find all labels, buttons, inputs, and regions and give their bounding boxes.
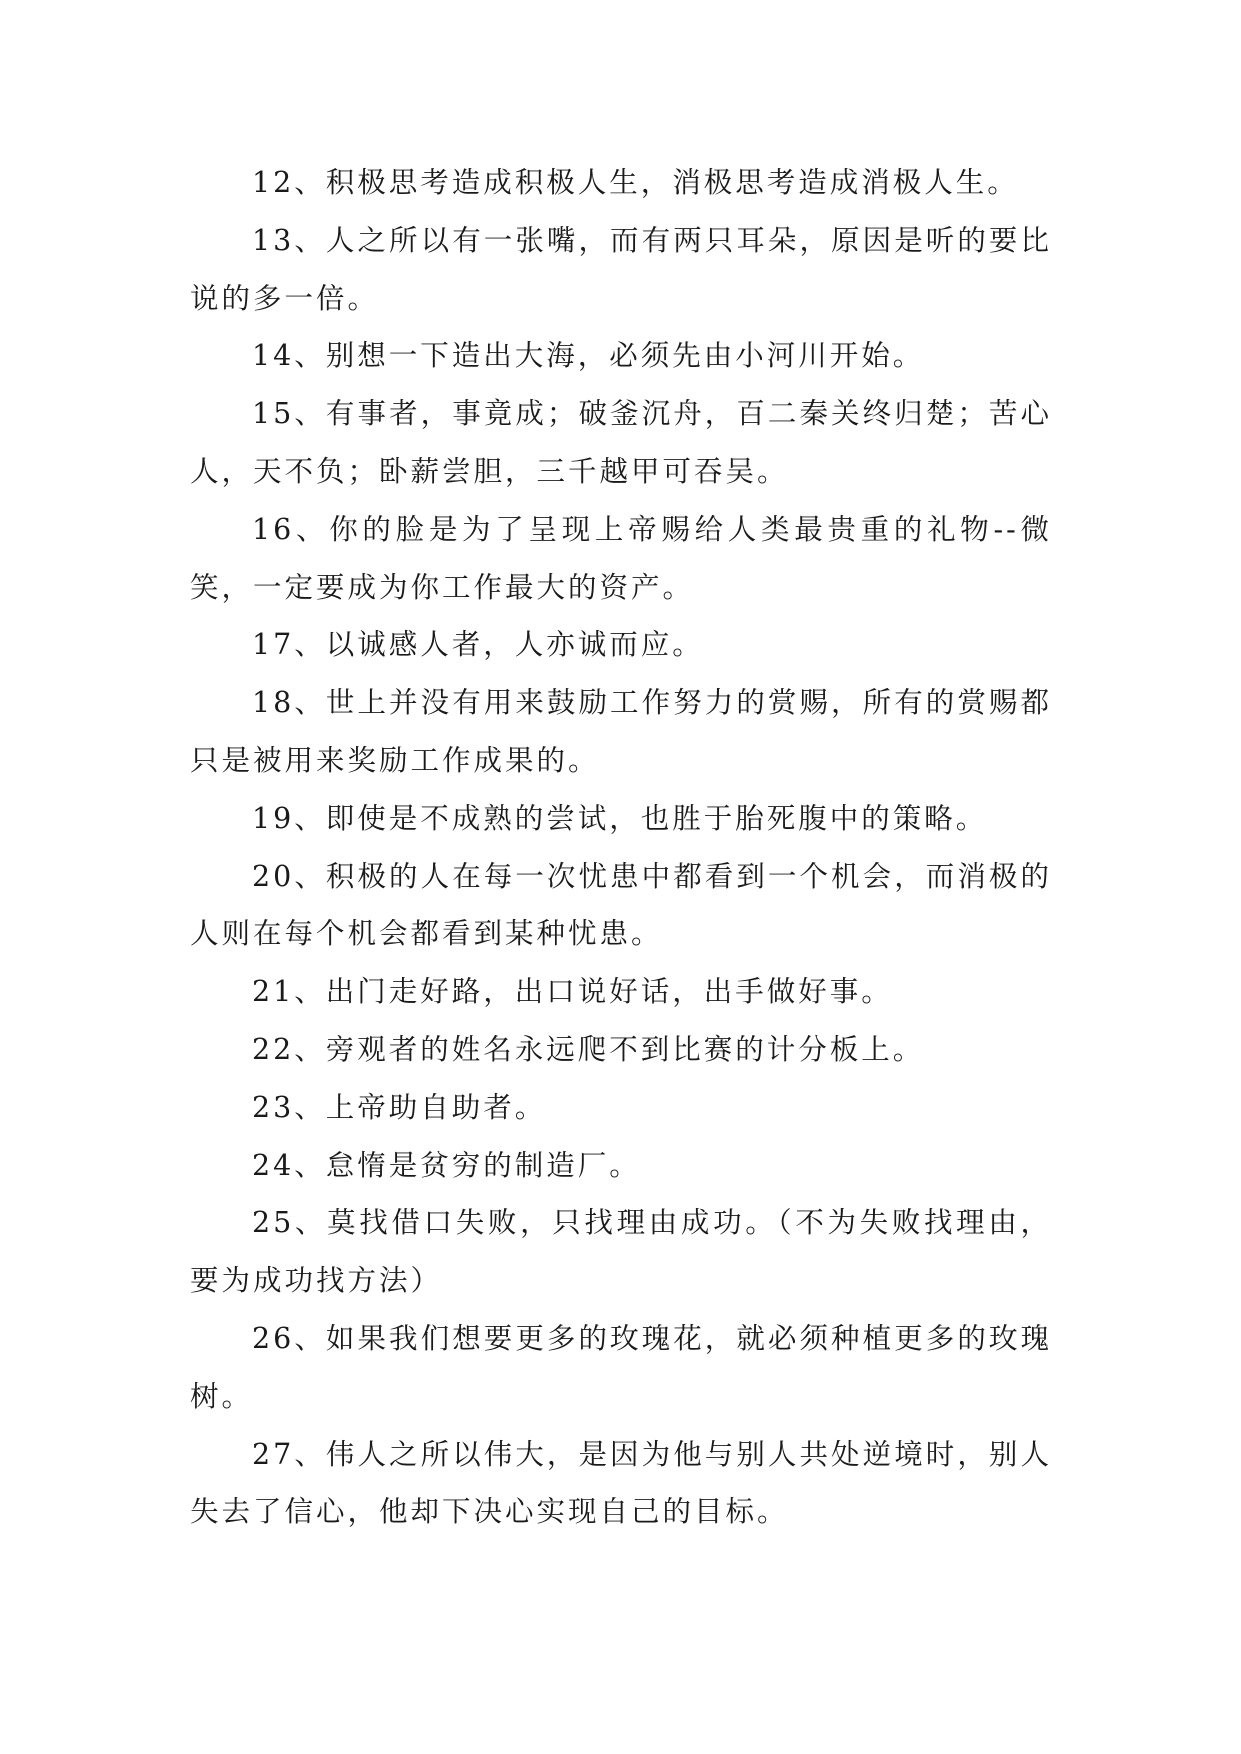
document-body bbox=[190, 154, 1052, 1541]
list-item: 23、上帝助自助者。 bbox=[252, 1090, 547, 1124]
list-item: 26、如果我们想要更多的玫瑰花，就必须种植更多的玫瑰树。 bbox=[190, 1321, 1052, 1413]
list-item: 13、人之所以有一张嘴，而有两只耳朵，原因是听的要比说的多一倍。 bbox=[190, 223, 1052, 315]
list-item: 18、世上并没有用来鼓励工作努力的赏赐，所有的赏赐都只是被用来奖励工作成果的。 bbox=[190, 686, 1052, 777]
list-item: 15、有事者，事竟成；破釜沉舟，百二秦关终归楚；苦心人，天不负；卧薪尝胆，三千越甲可吞吴。 bbox=[190, 397, 1052, 488]
list-item: 21、出门走好路，出口说好话，出手做好事。 bbox=[252, 975, 893, 1009]
list-item: 17、以诚感人者，人亦诚而应。 bbox=[252, 628, 704, 662]
list-item: 27、伟人之所以伟大，是因为他与别人共处逆境时，别人失去了信心，他却下决心实现自己的目标。 bbox=[190, 1437, 1052, 1529]
list-item: 22、旁观者的姓名永远爬不到比赛的计分板上。 bbox=[252, 1032, 925, 1066]
list-item: 24、怠惰是贫穷的制造厂。 bbox=[252, 1148, 641, 1182]
list-item: 12、积极思考造成积极人生，消极思考造成消极人生。 bbox=[252, 166, 1019, 199]
list-item: 20、积极的人在每一次忧患中都看到一个机会，而消极的人则在每个机会都看到某种忧患。 bbox=[190, 859, 1052, 951]
list-item: 19、即使是不成熟的尝试，也胜于胎死腹中的策略。 bbox=[252, 801, 988, 835]
list-item: 14、别想一下造出大海，必须先由小河川开始。 bbox=[252, 339, 925, 373]
list-item: 16、你的脸是为了呈现上帝赐给人类最贵重的礼物--微笑，一定要成为你工作最大的资产。 bbox=[190, 512, 1052, 604]
list-item: 25、莫找借口失败，只找理由成功。（不为失败找理由，要为成功找方法） bbox=[190, 1206, 1052, 1298]
